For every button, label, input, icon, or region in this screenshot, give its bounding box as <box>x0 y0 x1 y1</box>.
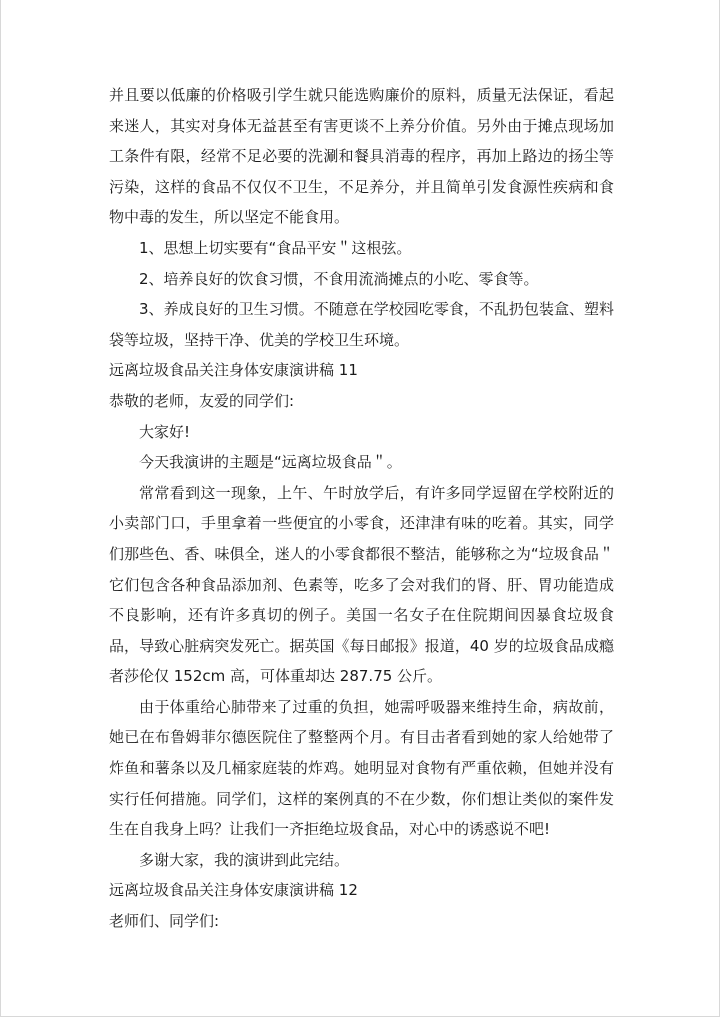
document-body <box>109 80 614 937</box>
greeting: 大家好! <box>139 422 191 441</box>
salutation-12: 老师们、同学们: <box>109 912 220 931</box>
paragraph-continuation: 并且要以低廉的价格吸引学生就只能选购廉价的原料，质量无法保证，看起来迷人，其实对身体无益甚至有害更谈不上养分价值。另外由于摊点现场加工条件有限，经常不足必要的洗涮和餐具消毒的程序，再加上路边的扬尘等污染，这样的食品不仅仅不卫生，不足养分，并且简单引发食源性疾病和食物中毒的发生，所以坚定不能食用。 <box>109 86 614 227</box>
list-item-2: 2、培养良好的饮食习惯，不食用流淌摊点的小吃、零食等。 <box>139 269 539 288</box>
list-item-1: 1、思想上切实要有“食品平安＂这根弦。 <box>139 238 412 257</box>
salutation: 恭敬的老师，友爱的同学们: <box>109 391 295 410</box>
list-item-3: 3、养成良好的卫生习惯。不随意在学校园吃零食，不乱扔包装盒、塑料袋等垃圾，坚持干净、优美的学校卫生环境。 <box>109 300 614 349</box>
section-title-11: 远离垃圾食品关注身体安康演讲稿 11 <box>109 361 358 380</box>
speech-topic: 今天我演讲的主题是“远离垃圾食品＂。 <box>139 453 402 472</box>
paragraph-body-2: 由于体重给心肺带来了过重的负担，她需呼吸器来维持生命，病故前，她已在布鲁姆菲尔德医院住了整整两个月。有目击者看到她的家人给她带了炸鱼和薯条以及几桶家庭装的炸鸡。她明显对食物有严重依赖，但她并没有实行任何措施。同学们，这样的案例真的不在少数，你们想让类似的案件发生在自我身上吗？让我们一齐拒绝垃圾食品，对心中的诱惑说不吧! <box>109 697 614 839</box>
paragraph-body-1: 常常看到这一现象，上午、午时放学后，有许多同学逗留在学校附近的小卖部门口，手里拿着一些便宜的小零食，还津津有味的吃着。其实，同学们那些色、香、味俱全，迷人的小零食都很不整洁，能够称之为“垃圾食品＂它们包含各种食品添加剂、色素等，吃多了会对我们的肾、肝、胃功能造成不良影响，还有许多真切的例子。美国一名女子在住院期间因暴食垃圾食品，导致心脏病突发死亡。据英国《每日邮报》报道，40 岁的垃圾食品成瘾者莎伦仅 152cm 高，可体重却达 287.75 公斤。 <box>109 483 614 686</box>
closing-remark: 多谢大家，我的演讲到此完结。 <box>139 850 350 869</box>
section-title-12: 远离垃圾食品关注身体安康演讲稿 12 <box>109 881 358 900</box>
